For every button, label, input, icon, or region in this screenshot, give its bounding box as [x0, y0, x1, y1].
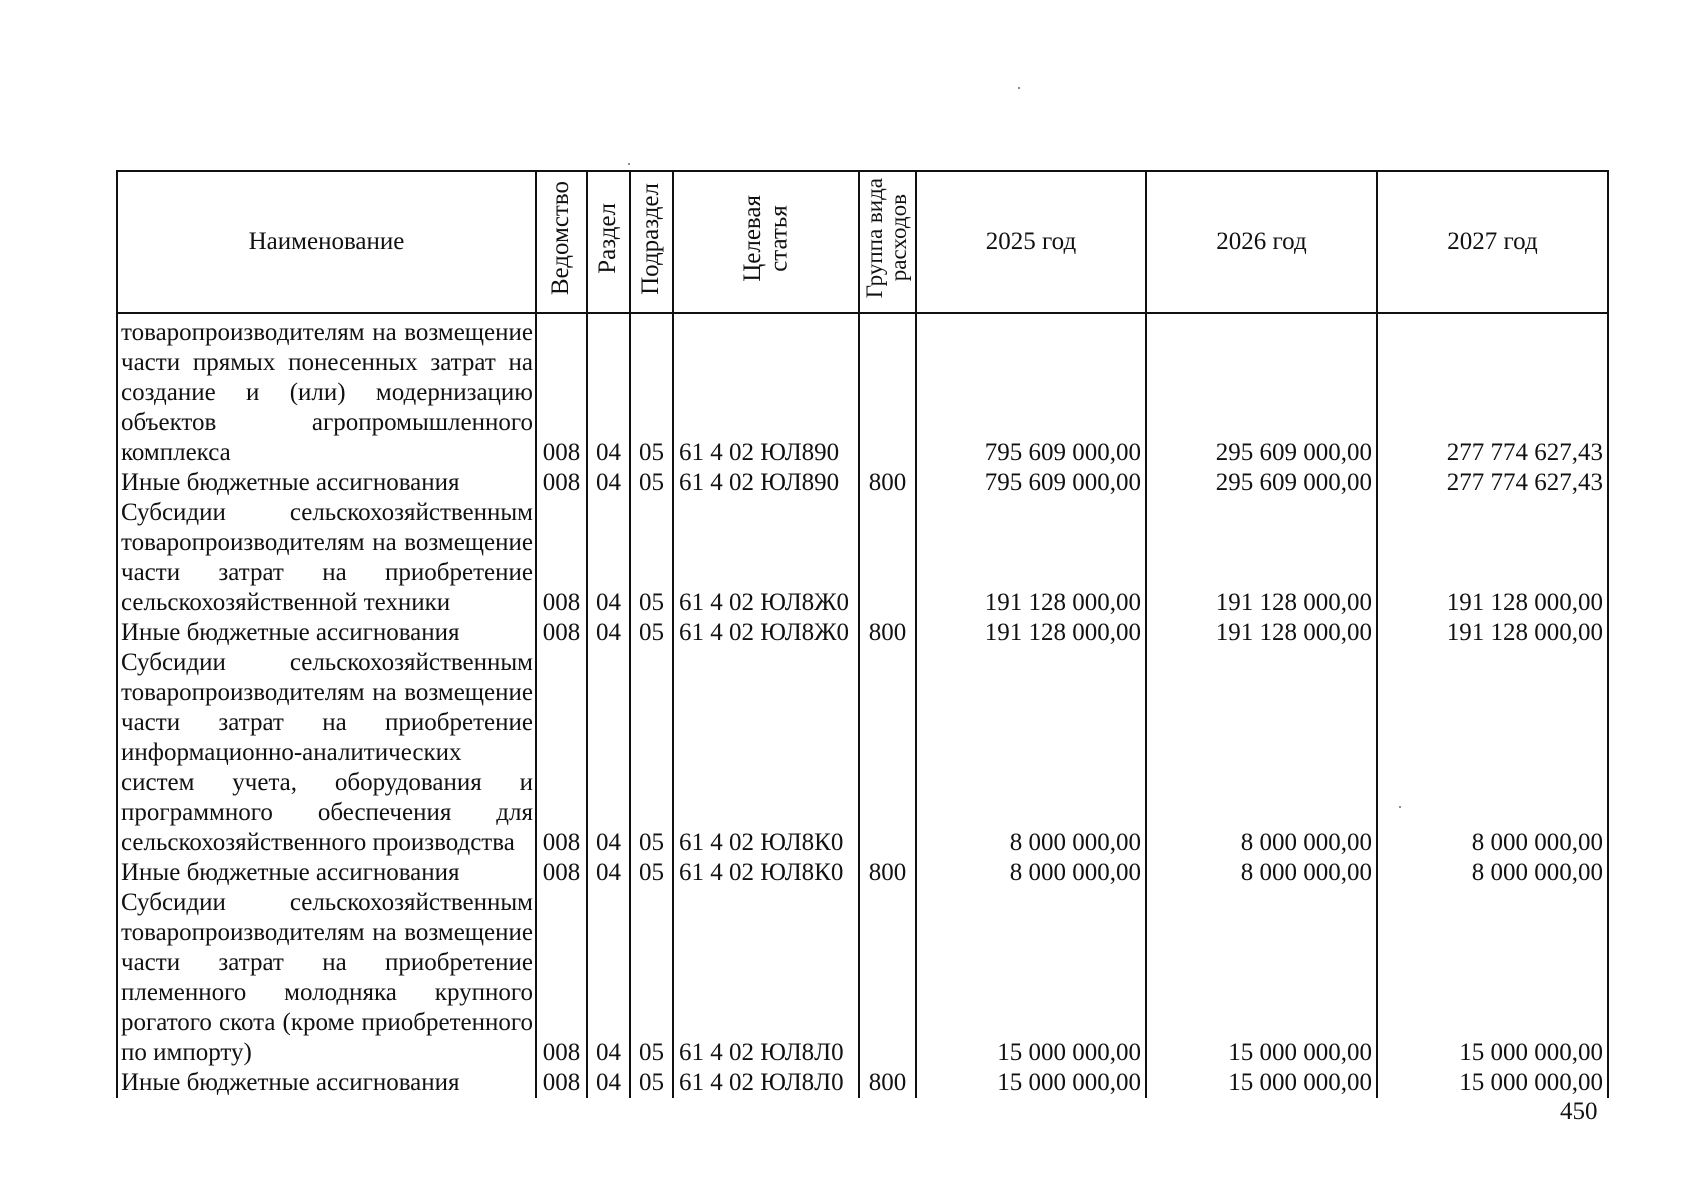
row-name: Иные бюджетные ассигнования: [117, 858, 536, 888]
budget-table: [116, 170, 1609, 1098]
row-name: товаропроизводителям на возмещение части прямых понесенных затрат на создание и (или) модернизацию объектов агропромышленного комплекса: [117, 313, 536, 468]
row-group: 800: [859, 468, 916, 498]
table-row: [117, 888, 1608, 1068]
row-group: [859, 498, 916, 618]
row-2027: 8 000 000,00: [1377, 858, 1608, 888]
row-section: 04: [587, 858, 630, 888]
row-dept: 008: [536, 888, 587, 1068]
row-2025: 15 000 000,00: [916, 888, 1146, 1068]
row-2026: 295 609 000,00: [1146, 468, 1377, 498]
table-row: [117, 618, 1608, 648]
row-group: 800: [859, 1068, 916, 1098]
row-target: 61 4 02 ЮЛ8Л0: [673, 888, 859, 1068]
page-number: 450: [1560, 1098, 1598, 1125]
row-subsection: 05: [630, 648, 673, 858]
row-dept: 008: [536, 468, 587, 498]
row-section: 04: [587, 313, 630, 468]
table-header-row: [117, 171, 1608, 313]
row-2025: 795 609 000,00: [916, 313, 1146, 468]
header-2025: 2025 год: [916, 171, 1146, 313]
row-group: [859, 648, 916, 858]
row-name: Субсидии сельскохозяйственным товаропроизводителям на возмещение части затрат на приобретение сельскохозяйственной техники: [117, 498, 536, 618]
row-subsection: 05: [630, 858, 673, 888]
row-group: [859, 888, 916, 1068]
row-2025: 8 000 000,00: [916, 648, 1146, 858]
row-target: 61 4 02 ЮЛ890: [673, 468, 859, 498]
row-target: 61 4 02 ЮЛ8Ж0: [673, 618, 859, 648]
row-target: 61 4 02 ЮЛ8Ж0: [673, 498, 859, 618]
row-section: 04: [587, 888, 630, 1068]
table-row: [117, 498, 1608, 618]
header-subsection: Подраздел: [630, 171, 673, 313]
row-2027: 15 000 000,00: [1377, 1068, 1608, 1098]
header-dept: Ведомство: [536, 171, 587, 313]
row-2027: 8 000 000,00: [1377, 648, 1608, 858]
row-dept: 008: [536, 498, 587, 618]
header-2027: 2027 год: [1377, 171, 1608, 313]
row-group: 800: [859, 618, 916, 648]
row-target: 61 4 02 ЮЛ890: [673, 313, 859, 468]
row-2025: 15 000 000,00: [916, 1068, 1146, 1098]
row-2026: 191 128 000,00: [1146, 498, 1377, 618]
header-2026: 2026 год: [1146, 171, 1377, 313]
row-2026: 295 609 000,00: [1146, 313, 1377, 468]
table-row: [117, 468, 1608, 498]
row-dept: 008: [536, 313, 587, 468]
row-2025: 795 609 000,00: [916, 468, 1146, 498]
table-row: [117, 858, 1608, 888]
header-section: Раздел: [587, 171, 630, 313]
row-dept: 008: [536, 648, 587, 858]
row-2027: 15 000 000,00: [1377, 888, 1608, 1068]
row-target: 61 4 02 ЮЛ8К0: [673, 648, 859, 858]
row-2026: 15 000 000,00: [1146, 888, 1377, 1068]
row-subsection: 05: [630, 1068, 673, 1098]
row-2026: 15 000 000,00: [1146, 1068, 1377, 1098]
row-target: 61 4 02 ЮЛ8Л0: [673, 1068, 859, 1098]
header-group: Группа вида расходов: [859, 171, 916, 313]
row-section: 04: [587, 1068, 630, 1098]
row-2027: 191 128 000,00: [1377, 498, 1608, 618]
row-dept: 008: [536, 1068, 587, 1098]
row-2027: 191 128 000,00: [1377, 618, 1608, 648]
table-body: [117, 313, 1608, 1098]
header-target: Целевая статья: [673, 171, 859, 313]
scan-speck: [1399, 806, 1401, 808]
row-name: Иные бюджетные ассигнования: [117, 618, 536, 648]
row-subsection: 05: [630, 498, 673, 618]
table-row: [117, 1068, 1608, 1098]
scan-speck: [628, 163, 630, 165]
row-2027: 277 774 627,43: [1377, 468, 1608, 498]
row-subsection: 05: [630, 888, 673, 1068]
row-2025: 191 128 000,00: [916, 618, 1146, 648]
row-name: Иные бюджетные ассигнования: [117, 468, 536, 498]
header-name: Наименование: [117, 171, 536, 313]
row-2025: 191 128 000,00: [916, 498, 1146, 618]
table-row: [117, 648, 1608, 858]
row-dept: 008: [536, 858, 587, 888]
row-target: 61 4 02 ЮЛ8К0: [673, 858, 859, 888]
row-subsection: 05: [630, 313, 673, 468]
row-name: Иные бюджетные ассигнования: [117, 1068, 536, 1098]
row-group: 800: [859, 858, 916, 888]
row-subsection: 05: [630, 468, 673, 498]
row-section: 04: [587, 498, 630, 618]
row-name: Субсидии сельскохозяйственным товаропроизводителям на возмещение части затрат на приобретение информационно-аналитических систем учета, оборудования и программного обеспечения для сельскохозяйственного производства: [117, 648, 536, 858]
row-section: 04: [587, 468, 630, 498]
row-2026: 191 128 000,00: [1146, 618, 1377, 648]
table-row: [117, 313, 1608, 468]
row-subsection: 05: [630, 618, 673, 648]
row-2027: 277 774 627,43: [1377, 313, 1608, 468]
row-group: [859, 313, 916, 468]
row-2025: 8 000 000,00: [916, 858, 1146, 888]
row-section: 04: [587, 618, 630, 648]
row-name: Субсидии сельскохозяйственным товаропроизводителям на возмещение части затрат на приобретение племенного молодняка крупного рогатого скота (кроме приобретенного по импорту): [117, 888, 536, 1068]
row-2026: 8 000 000,00: [1146, 648, 1377, 858]
row-2026: 8 000 000,00: [1146, 858, 1377, 888]
row-dept: 008: [536, 618, 587, 648]
scan-speck: [1018, 87, 1020, 89]
row-section: 04: [587, 648, 630, 858]
